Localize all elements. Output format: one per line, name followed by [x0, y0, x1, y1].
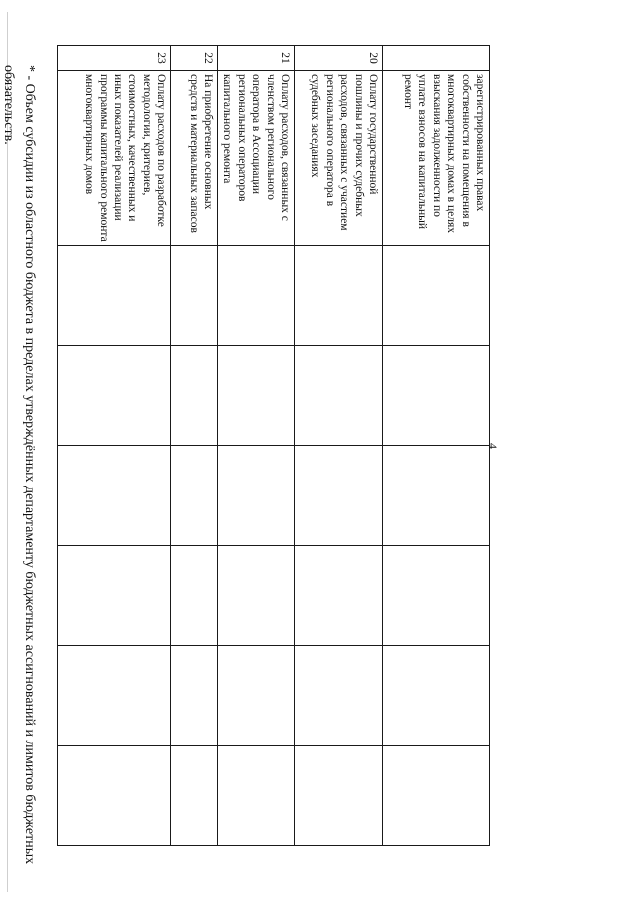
empty-cell: [295, 446, 383, 546]
rotated-page: [1, 45, 640, 865]
table-row: [171, 46, 218, 846]
row-number: 22: [171, 46, 218, 71]
row-description: Оплату расходов по разработке методологии, критериев, стоимостных, качественных и иных показателей реализации программы капитального ремонта многоквартирных домов: [58, 71, 171, 246]
empty-cell: [171, 346, 218, 446]
empty-cell: [295, 246, 383, 346]
empty-cell: [58, 746, 171, 846]
row-number: 20: [295, 46, 383, 71]
row-description: Оплату расходов, связанных с членством регионального оператора в Ассоциации региональных операторов капитального ремонта: [218, 71, 295, 246]
empty-cell: [58, 346, 171, 446]
empty-cell: [218, 246, 295, 346]
empty-cell: [383, 746, 490, 846]
empty-cell: [171, 246, 218, 346]
table-row: [218, 46, 295, 846]
table-row: [295, 46, 383, 846]
row-number: [383, 46, 490, 71]
empty-cell: [58, 446, 171, 546]
page-number: 4: [486, 443, 500, 449]
empty-cell: [171, 646, 218, 746]
empty-cell: [295, 746, 383, 846]
empty-cell: [218, 646, 295, 746]
empty-cell: [58, 246, 171, 346]
empty-cell: [58, 546, 171, 646]
empty-cell: [218, 446, 295, 546]
empty-cell: [171, 446, 218, 546]
table-row: [383, 46, 490, 846]
empty-cell: [171, 746, 218, 846]
empty-cell: [295, 546, 383, 646]
row-description: Оплату государственной пошлины и прочих судебных расходов, связанных с участием регионального оператора в судебных заседаниях: [295, 71, 383, 246]
empty-cell: [383, 646, 490, 746]
table-row: [58, 46, 171, 846]
empty-cell: [295, 346, 383, 446]
empty-cell: [383, 346, 490, 446]
empty-cell: [295, 646, 383, 746]
empty-cell: [383, 246, 490, 346]
row-description: зарегистрированных правах собственности на помещения в многоквартирных домах в целях взыскания задолженности по уплате взносов на капитальный ремонт: [383, 71, 490, 246]
row-description: На приобретение основных средств и материальных запасов: [171, 71, 218, 246]
row-number: 23: [58, 46, 171, 71]
empty-cell: [58, 646, 171, 746]
footnote: * - Объем субсидии из областного бюджета в пределах утверждённых департаменту бюджетных ассигнований и лимитов бюджетных обязательств.: [1, 65, 37, 865]
empty-cell: [171, 546, 218, 646]
expense-table: [57, 45, 490, 846]
empty-cell: [218, 546, 295, 646]
row-number: 21: [218, 46, 295, 71]
empty-cell: [218, 346, 295, 446]
empty-cell: [383, 546, 490, 646]
empty-cell: [218, 746, 295, 846]
empty-cell: [383, 446, 490, 546]
